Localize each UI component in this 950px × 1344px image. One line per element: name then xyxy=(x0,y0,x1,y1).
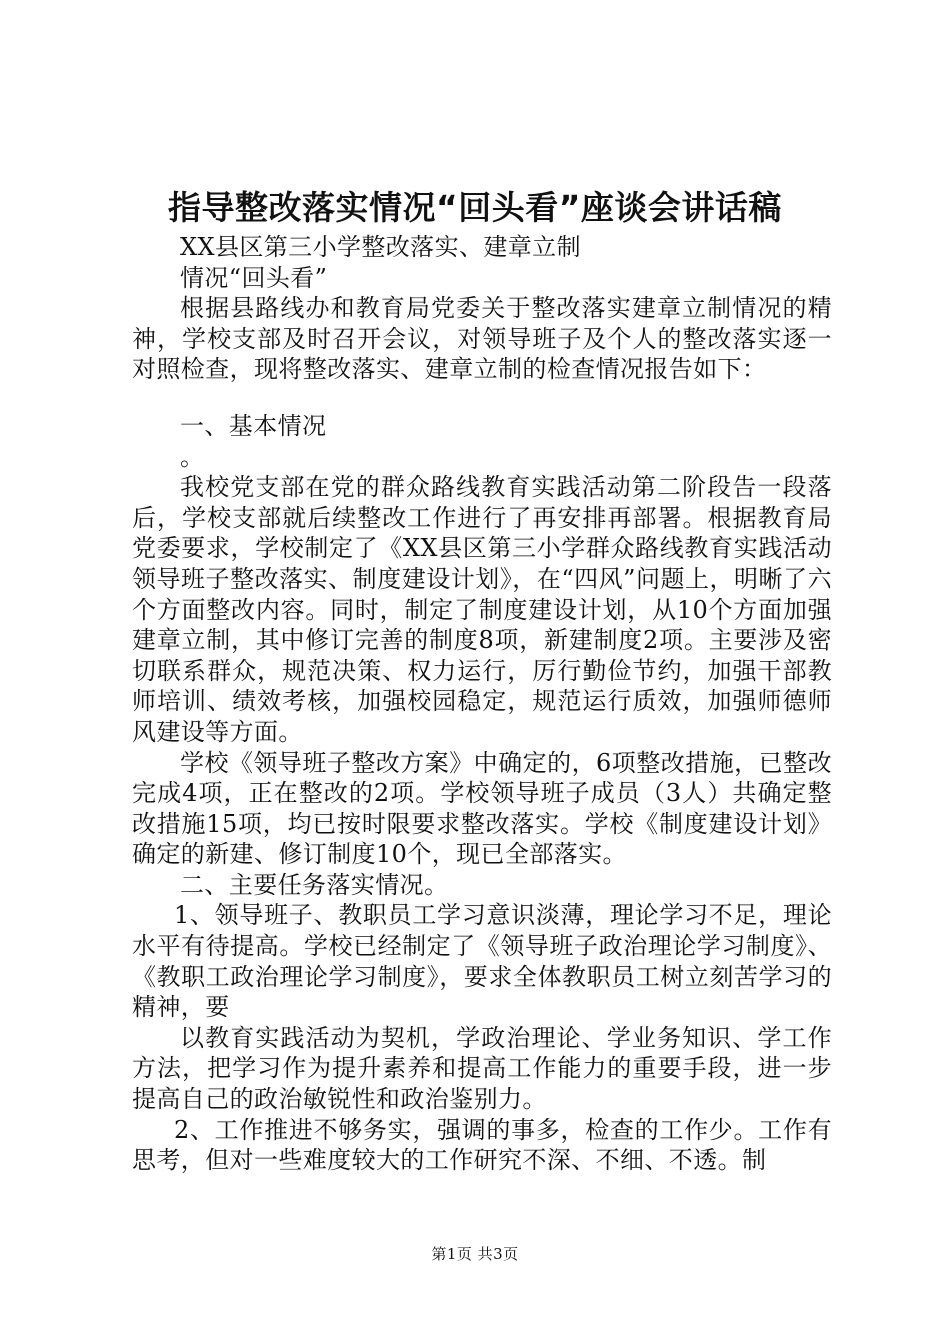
document-title: 指导整改落实情况“回头看”座谈会讲话稿 xyxy=(168,188,782,227)
subtitle-line-2: 情况“回头看” xyxy=(180,263,328,292)
subtitle-line-1: XX县区第三小学整改落实、建章立制 xyxy=(180,233,581,261)
paragraph-basic-situation: 我校党支部在党的群众路线教育实践活动第二阶段告一段落后，学校支部就后续整改工作进行了再安排再部署。根据教育局党委要求，学校制定了《XX县区第三小学群众路线教育实践活动领导班子整改落实、制度建设计划》，在“四风”问题上，明晰了六个方面整改内容。同时，制定了制度建设计划，从10个方面加强建章立制，其中修订完善的制度8项，新建制度2项。主要涉及密切联系群众，规范决策、权力运行，厉行勤俭节约，加强干部教师培训、绩效考核，加强校园稳定，规范运行质效，加强师德师风建设等方面。 xyxy=(132,473,832,746)
section-1-mark: 。 xyxy=(180,442,205,471)
section-1-heading: 一、基本情况 xyxy=(180,411,327,440)
paragraph-rectification-progress: 学校《领导班子整改方案》中确定的，6项整改措施，已整改完成4项，正在整改的2项。学校领导班子成员（3人）共确定整改措施15项，均已按时限要求整改落实。学校《制度建设计划》确定的新建、修订制度10个，现已全部落实。 xyxy=(132,748,832,869)
document-body xyxy=(132,232,832,1176)
paragraph-item-1-continued: 以教育实践活动为契机，学政治理论、学业务知识、学工作方法，把学习作为提升素养和提高工作能力的重要手段，进一步提高自己的政治敏锐性和政治鉴别力。 xyxy=(132,1023,832,1114)
paragraph-item-2: 2、工作推进不够务实，强调的事多，检查的工作少。工作有思考，但对一些难度较大的工作研究不深、不细、不透。制 xyxy=(132,1115,832,1175)
page-footer: 第1页 共3页 xyxy=(431,1245,519,1263)
paragraph-item-1: 1、领导班子、教职员工学习意识淡薄，理论学习不足，理论水平有待提高。学校已经制定了《领导班子政治理论学习制度》、《教职工政治理论学习制度》，要求全体教职员工树立刻苦学习的精神，要 xyxy=(132,901,832,1022)
section-2-heading: 二、主要任务落实情况。 xyxy=(180,870,449,899)
intro-paragraph: 根据县路线办和教育局党委关于整改落实建章立制情况的精神，学校支部及时召开会议，对领导班子及个人的整改落实逐一对照检查，现将整改落实、建章立制的检查情况报告如下： xyxy=(132,294,832,384)
